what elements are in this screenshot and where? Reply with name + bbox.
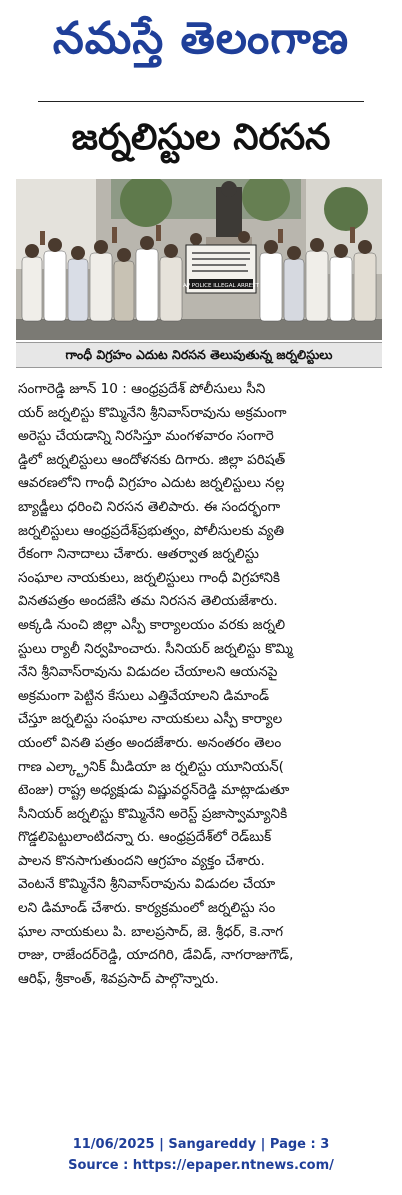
article-line: సంగారెడ్డి జూన్ 10 : ఆంధ్రప్రదేశ్ పోలీసులు సీని — [18, 381, 266, 397]
article-line: అరెస్టు చేయడాన్ని నిరసిస్తూ మంగళవారం సంగారె — [18, 428, 274, 445]
protest-photo-illustration — [16, 179, 382, 340]
article-line: రేకంగా నినాదాలు చేశారు. ఆతర్వాత జర్నలిస్టు — [18, 546, 260, 563]
article-line: వెంటనే కొమ్మినేని శ్రీనివాస్‌రావును విడుదల చేయా — [18, 876, 276, 893]
masthead-rule — [38, 101, 364, 102]
banner-text: AP POLICE ILLEGAL ARREST — [182, 283, 260, 289]
article-line: లని డిమాండ్ చేశారు. కార్యక్రమంలో జర్నలిస్టు సం — [18, 900, 276, 917]
photo-caption: గాంధీ విగ్రహం ఎదుట నిరసన తెలుపుతున్న జర్నలిస్టులు — [16, 342, 382, 368]
article-line: ఘాల నాయకులు పి. బాలప్రసాద్, జె. శ్రీధర్, కె.నాగ — [18, 923, 284, 940]
footer-date-line: 11/06/2025 | Sangareddy | Page : 3 — [72, 1137, 330, 1152]
article-line: పాలన కొనసాగుతుందని ఆగ్రహం వ్యక్తం చేశారు. — [18, 852, 265, 869]
article-line: నేని శ్రీనివాస్‌రావును విడుదల చేయాలని ఆయనపై — [18, 664, 278, 681]
article-line: ఆరిఫ్, శ్రీకాంత్, శివప్రసాద్ పాల్గొన్నారు. — [18, 970, 219, 987]
article-line: గాణ ఎల్క్ట్రానిక్ మీడియా జ ర్నలిస్టు యూనియన్( — [18, 758, 284, 775]
article-line: రాజు, రాజేందర్‌రెడ్డి, యాదగిరి, డేవిడ్, నాగరాజుగౌడ్, — [18, 947, 294, 964]
article-line: గొడ్డలిపెట్టులాంటిదన్నా రు. ఆంధ్రప్రదేశ్‌లో రెడ్‌బుక్ — [18, 829, 272, 846]
footer-source-line: Source : https://epaper.ntnews.com/ — [68, 1158, 334, 1173]
article-line: వినతపత్రం అందజేసి తమ నిరసన తెలియజేశారు. — [18, 593, 278, 610]
article-line: డ్డిలో జర్నలిస్టులు ఆందోళనకు దిగారు. జిల్లా పరిషత్ — [18, 451, 286, 468]
article-line: సంఘాల నాయకులు, జర్నలిస్టులు గాంధీ విగ్రహానికి — [18, 569, 281, 586]
article-line: అక్రమంగా పెట్టిన కేసులు ఎత్తివేయాలని డిమాండ్ — [18, 687, 270, 704]
article-line: జర్నలిస్టులు ఆంధ్రప్రదేశ్‌ప్రభుత్వం, పోలీసులకు వ్యతి — [18, 522, 285, 539]
article-line: అక్కడి నుంచి జిల్లా ఎస్పీ కార్యాలయం వరకు జర్నలి — [18, 616, 286, 633]
article-line: స్టులు ర్యాలీ నిర్వహించారు. సీనియర్ జర్నలిస్టు కొమ్మి — [18, 640, 293, 657]
article-line: ఆవరణలోని గాంధీ విగ్రహం ఎదుట జర్నలిస్టులు నల్ల — [18, 475, 285, 492]
article-line: చేస్తూ జర్నలిస్టు సంఘాల నాయకులు ఎస్పీ కార్యాల — [18, 711, 283, 728]
article-line: యంలో వినతి పత్రం అందజేశారు. అనంతరం తెలం — [18, 734, 282, 751]
headline: జర్నలిస్టుల నిరసన — [71, 117, 331, 158]
news-photo — [16, 179, 382, 340]
article-body — [18, 378, 384, 991]
masthead-title: నమస్తే తెలంగాణ — [52, 13, 350, 64]
article-line: టెంజు) రాష్ట్ర అధ్యక్షుడు విష్ణువర్ధన్‌రెడ్డి మాట్లాడుతూ — [18, 782, 290, 799]
article-line: సీనియర్ జర్నలిస్టు కొమ్మినేని అరెస్ట్ ప్రజాస్వామ్యానికి — [18, 805, 288, 822]
article-line: బ్యాడ్జీలు ధరించి నిరసన తెలిపారు. ఈ సందర్భంగా — [18, 498, 281, 515]
article-line: యర్ జర్నలిస్టు కొమ్మినేని శ్రీనివాస్‌రావును అక్రమంగా — [18, 404, 287, 421]
